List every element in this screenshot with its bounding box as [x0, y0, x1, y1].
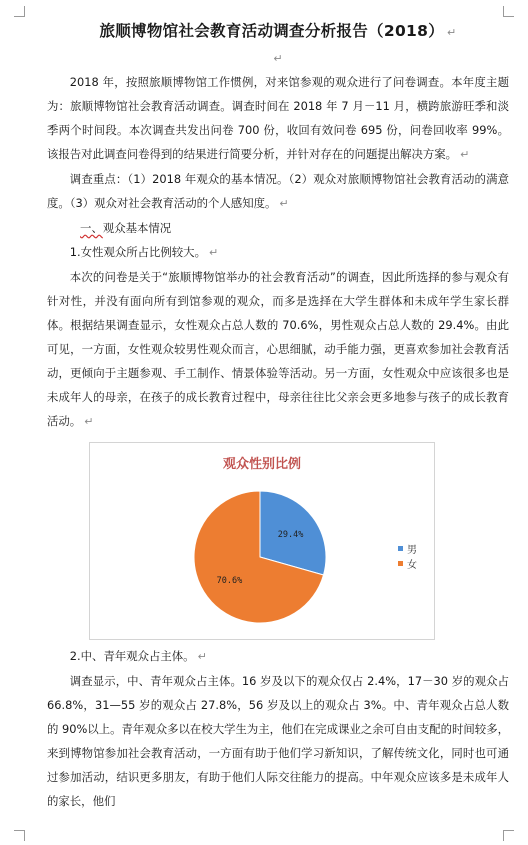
page-corner-mark-top-right: [503, 6, 514, 17]
pie-plot-area: [90, 443, 434, 639]
subheading-2-text: 2.中、青年观众占主体。: [69, 649, 195, 663]
body-2-text: 调查显示，中、青年观众占主体。16 岁及以下的观众仅占 2.4%，17－30 岁的观众占 66.8%，31—55 岁的观众占 27.8%，56 岁及以上的观众占 3%。中、青年观众占总人数的 90%以上。青年观众多以在校大学生为主，他们在完成课业之余可自由支配的时间较多，来到博物馆参加社会教育活动，一方面有助于他们学习新知识，了解传统文化，同时也可通过参加活动，结识更多朋友，有助于他们人际交往能力的提高。中年观众应该多是未成年人的家长，他们: [47, 674, 509, 808]
paragraph-mark: ↵: [197, 650, 207, 663]
legend-swatch: [398, 546, 403, 551]
paragraph-mark: ↵: [279, 197, 289, 210]
gender-pie-chart[interactable]: [89, 442, 435, 640]
subheading-1-text: 1.女性观众所占比例较大。: [69, 245, 206, 259]
intro-text: 2018 年，按照旅顺博物馆工作惯例，对来馆参观的观众进行了问卷调查。本年度主题为：旅顺博物馆社会教育活动调查。调查时间在 2018 年 7 月－11 月，横跨旅游旺季和淡季两个时间段。本次调查共发出问卷 700 份，收回有效问卷 695 份，问卷回收率 99%。该报告对此调查问卷得到的结果进行简要分析，并针对存在的问题提出解决方案。: [47, 75, 509, 161]
document-body: [47, 18, 509, 813]
page-corner-mark-top-left: [14, 6, 25, 17]
chart-title: 观众性别比例: [222, 457, 301, 472]
pie-data-label-female: 70.6%: [216, 576, 243, 587]
body-paragraph-1: [47, 265, 509, 434]
legend-swatch: [398, 561, 403, 566]
page-corner-mark-bottom-right: [503, 830, 514, 841]
pie-data-label-male: 29.4%: [277, 529, 304, 540]
focus-paragraph: [47, 167, 509, 216]
body-1-text: 本次的问卷是关于“旅顺博物馆举办的社会教育活动”的调查，因此所选择的参与观众有针对性，并没有面向所有到馆参观的观众，而多是选择在大学生群体和未成年学生家长群体。根据结果调查显示，女性观众占总人数的 70.6%，男性观众占总人数的 29.4%。由此可见，一方面，女性观众较男性观众而言，心思细腻，动手能力强，更喜欢参加社会教育活动，更倾向于主题参观、手工制作、情景体验等活动。另一方面，女性观众中应该很多也是未成年人的母亲，在孩子的成长教育过程中，母亲往往比父亲会更多地参与孩子的成长教育活动。: [47, 270, 509, 428]
empty-paragraph: [47, 52, 509, 66]
legend-item-male: [398, 541, 417, 556]
section-number: 一、: [80, 221, 103, 235]
subheading-1: [47, 240, 509, 265]
legend-label: 男: [407, 545, 417, 556]
section-heading: [47, 216, 509, 240]
page-corner-mark-bottom-left: [14, 830, 25, 841]
focus-text: 调查重点：（1）2018 年观众的基本情况。（2）观众对旅顺博物馆社会教育活动的满意度。（3）观众对社会教育活动的个人感知度。: [47, 172, 509, 210]
document-title-text: 旅顺博物馆社会教育活动调查分析报告（2018）: [99, 22, 444, 40]
paragraph-mark: ↵: [273, 52, 283, 65]
document-title: [47, 18, 509, 46]
subheading-2: [47, 644, 509, 669]
chart-legend: [398, 541, 417, 571]
body-paragraph-2: [47, 669, 509, 813]
intro-paragraph: [47, 70, 509, 167]
section-title: 观众基本情况: [102, 221, 172, 235]
paragraph-mark: ↵: [84, 415, 94, 428]
legend-item-female: [398, 556, 417, 571]
legend-label: 女: [407, 560, 417, 571]
paragraph-mark: ↵: [460, 148, 470, 161]
paragraph-mark: ↵: [447, 26, 457, 39]
paragraph-mark: ↵: [208, 246, 219, 259]
